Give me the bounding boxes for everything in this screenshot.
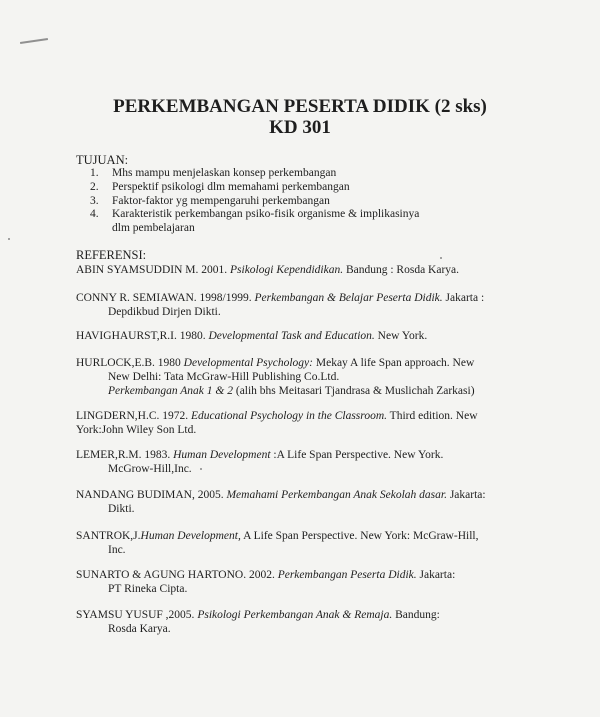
tujuan-list: [90, 167, 419, 236]
reference-entry: [76, 488, 521, 516]
document-title: PERKEMBANGAN PESERTA DIDIK (2 sks): [113, 96, 487, 117]
scan-speck: [8, 238, 10, 240]
course-code: KD 301: [269, 117, 331, 138]
ref-continued: McGrow-Hill,Inc.: [108, 463, 192, 475]
ref-publisher: Jakarta :: [442, 292, 485, 304]
ref-publisher: Third edition. New: [387, 410, 478, 422]
reference-entry: [76, 263, 521, 277]
ref-continued: (alih bhs Meitasari Tjandrasa & Muslichah Zarkasi): [232, 385, 475, 397]
item-number: 4.: [90, 208, 99, 221]
ref-title: Psikologi Kependidikan.: [230, 264, 344, 276]
ref-author: CONNY R. SEMIAWAN. 1998/1999.: [76, 292, 255, 304]
ref-continued: New Delhi: Tata McGraw-Hill Publishing Co.Ltd.: [108, 371, 340, 383]
reference-entry: [76, 356, 521, 398]
ref-author: HURLOCK,E.B. 1980: [76, 357, 184, 369]
ref-author: LEMER,R.M. 1983.: [76, 449, 174, 461]
ref-continued: Rosda Karya.: [108, 623, 171, 635]
ref-title: Perkembangan Peserta Didik.: [277, 569, 417, 581]
scan-speck: [440, 257, 442, 259]
referensi-heading: REFERENSI:: [76, 248, 147, 262]
list-item: [90, 195, 419, 209]
reference-entry: [76, 568, 521, 596]
item-text-continued: dlm pembelajaran: [112, 222, 195, 235]
ref-continued: Inc.: [108, 544, 126, 556]
ref-author: NANDANG BUDIMAN, 2005.: [76, 489, 227, 501]
ref-title: Memahami Perkembangan Anak Sekolah dasar.: [226, 489, 447, 501]
reference-entry: [76, 329, 521, 343]
reference-entry: [76, 291, 521, 319]
ref-title: Psikologi Perkembangan Anak & Remaja.: [197, 609, 393, 621]
ref-continued: York:John Wiley Son Ltd.: [76, 424, 197, 436]
ref-author: HAVIGHAURST,R.I. 1980.: [76, 330, 209, 342]
tujuan-heading: TUJUAN:: [76, 153, 129, 167]
ref-author: SANTROK,J.: [76, 530, 141, 542]
ref-author: SYAMSU YUSUF ,2005.: [76, 609, 198, 621]
item-text: Faktor-faktor yg mempengaruhi perkembangan: [112, 194, 330, 207]
ref-title: Human Development: [173, 449, 271, 461]
ref-continued: Depdikbud Dirjen Dikti.: [108, 306, 221, 318]
ref-title: Developmental Task and Education.: [208, 330, 375, 342]
ref-continued: PT Rineka Cipta.: [108, 583, 188, 595]
ref-publisher: Jakarta:: [446, 489, 486, 501]
ref-continued: Dikti.: [108, 503, 135, 515]
item-text: Perspektif psikologi dlm memahami perkembangan: [112, 180, 350, 193]
ref-title: Human Development,: [140, 530, 241, 542]
ref-publisher: A Life Span Perspective. New York: McGraw-Hill,: [240, 530, 479, 542]
ref-publisher: Mekay A life Span approach. New: [312, 357, 475, 369]
ref-publisher: New York.: [374, 330, 428, 342]
ref-publisher: Jakarta:: [416, 569, 456, 581]
ref-title: Perkembangan & Belajar Peserta Didik.: [254, 292, 443, 304]
ref-title: Developmental Psychology:: [183, 357, 313, 369]
ref-title: Educational Psychology in the Classroom.: [191, 410, 388, 422]
reference-entry: [76, 409, 521, 437]
ref-publisher: Bandung : Rosda Karya.: [343, 264, 460, 276]
ref-publisher: Bandung:: [392, 609, 440, 621]
reference-entry: [76, 608, 521, 636]
list-item: [90, 208, 419, 236]
item-text: Mhs mampu menjelaskan konsep perkembangan: [112, 167, 337, 179]
item-number: 3.: [90, 194, 99, 207]
ref-author: ABIN SYAMSUDDIN M. 2001.: [76, 264, 230, 276]
list-item: [90, 181, 419, 195]
item-text: Karakteristik perkembangan psiko-fisik organisme & implikasinya: [112, 208, 420, 221]
ref-author: SUNARTO & AGUNG HARTONO. 2002.: [76, 569, 278, 581]
ref-publisher: :A Life Span Perspective. New York.: [270, 449, 444, 461]
scan-mark: [20, 38, 48, 44]
reference-entry: [76, 529, 521, 557]
ref-title: Perkembangan Anak 1 & 2: [108, 385, 233, 397]
item-number: 1.: [90, 167, 99, 179]
list-item: [90, 167, 419, 181]
reference-entry: [76, 448, 521, 476]
item-number: 2.: [90, 180, 99, 193]
ref-author: LINGDERN,H.C. 1972.: [76, 410, 191, 422]
